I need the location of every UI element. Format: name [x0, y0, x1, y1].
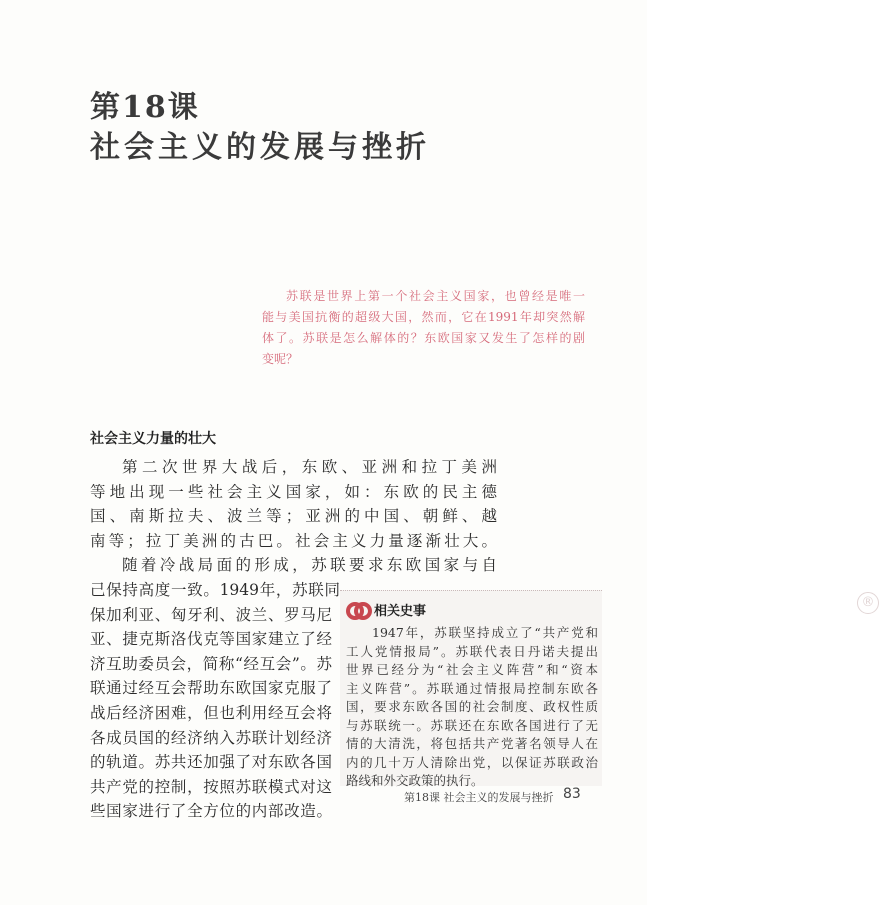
lesson-title: 社会主义的发展与挫折 — [90, 130, 430, 165]
body-line: 随着冷战局面的形成，苏联要求东欧国家与自 — [122, 556, 497, 575]
registered-mark: ® — [857, 592, 879, 614]
body-line: 南等；拉丁美洲的古巴。社会主义力量逐渐壮大。 — [90, 531, 497, 550]
box-line: 国，要求东欧各国的社会制度、政权性质 — [346, 699, 598, 714]
box-line: 1947年，苏联坚持成立了“共产党和 — [372, 625, 598, 640]
intro-line: 能与美国抗衡的超级大国，然而，它在1991年却突然解 — [262, 310, 585, 324]
body-line: 第二次世界大战后，东欧、亚洲和拉丁美洲 — [122, 458, 497, 476]
body-line: 等地出现一些社会主义国家，如：东欧的民主德 — [90, 482, 497, 501]
intro-paragraph — [262, 286, 585, 370]
box-line: 主义阵营”。苏联通过情报局控制东欧各 — [346, 680, 598, 696]
page-number: 83 — [563, 786, 581, 802]
box-text — [346, 624, 598, 791]
body-line: 各成员国的经济纳入苏联计划经济 — [90, 728, 332, 747]
body-line: 的轨道。苏共还加强了对东欧各国 — [90, 753, 332, 772]
box-line: 工人党情报局”。苏联代表日丹诺夫提出 — [346, 643, 598, 659]
body-line: 共产党的控制，按照苏联模式对这 — [90, 777, 332, 796]
body-line: 亚、捷克斯洛伐克等国家建立了经 — [90, 630, 332, 649]
box-line: 世界已经分为“社会主义阵营”和“资本 — [346, 662, 598, 677]
body-line: 济互助委员会，简称“经互会”。苏 — [90, 654, 332, 673]
body-line: 联通过经互会帮助东欧国家克服了 — [90, 679, 332, 698]
section-heading: 社会主义力量的壮大 — [90, 431, 216, 447]
body-line: 战后经济困难，但也利用经互会将 — [90, 703, 332, 722]
lesson-number: 第18课 — [90, 90, 200, 125]
intro-line: 变呢？ — [262, 352, 299, 366]
box-line: 与苏联统一。苏联还在东欧各国进行了无 — [346, 717, 598, 733]
box-heading: 相关史事 — [374, 604, 427, 619]
running-footer: 第18课 社会主义的发展与挫折 — [404, 791, 554, 804]
box-line: 内的几十万人清除出党，以保证苏联政治 — [346, 754, 598, 770]
box-line: 情的大清洗，将包括共产党著名领导人在 — [346, 736, 598, 751]
body-line: 些国家进行了全方位的内部改造。 — [90, 802, 332, 821]
body-line: 国、南斯拉夫、波兰等；亚洲的中国、朝鲜、越 — [90, 507, 497, 526]
intro-line: 体了。苏联是怎么解体的？东欧国家又发生了怎样的剧 — [262, 331, 585, 345]
body-line: 己保持高度一致。1949年，苏联同 — [90, 580, 340, 599]
intro-line: 苏联是世界上第一个社会主义国家，也曾经是唯一 — [286, 289, 585, 303]
related-history-box — [340, 590, 875, 788]
box-top-border — [340, 590, 602, 592]
swirl-icon — [346, 598, 372, 624]
body-line: 保加利亚、匈牙利、波兰、罗马尼 — [90, 605, 332, 624]
box-line: 路线和外交政策的执行。 — [346, 773, 484, 788]
